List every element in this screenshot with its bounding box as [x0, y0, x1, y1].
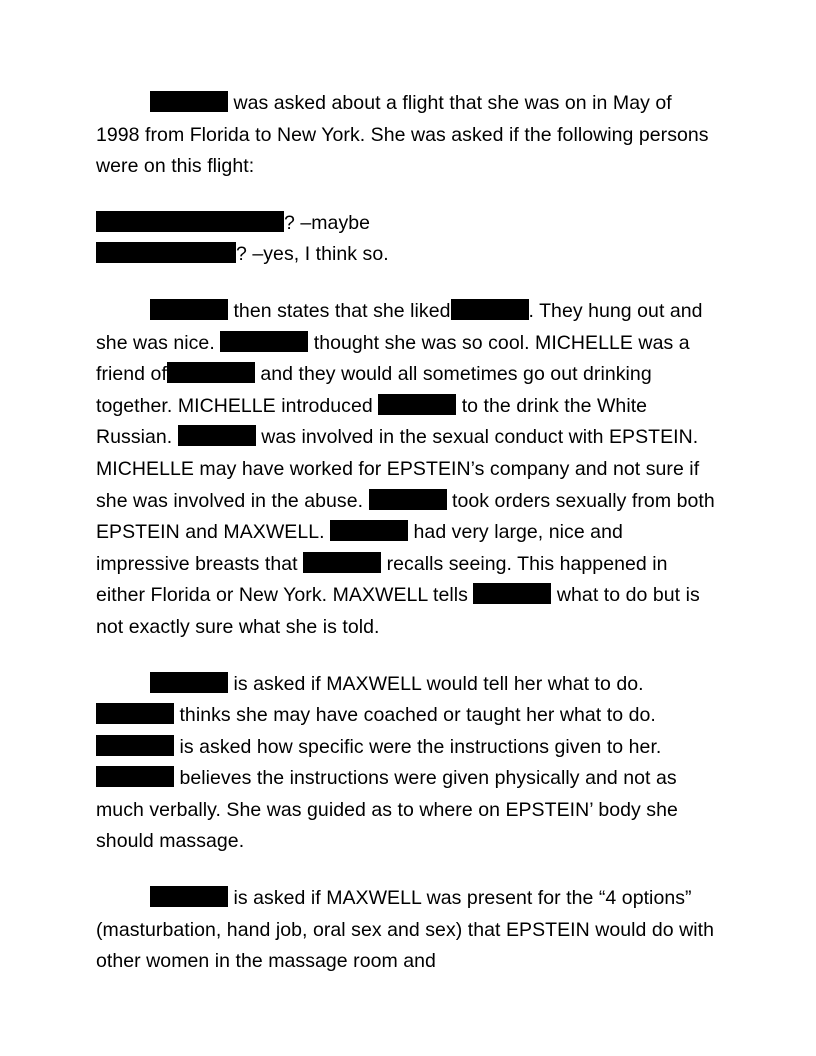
body-text: ? –maybe [284, 211, 371, 234]
redaction-bar [167, 362, 255, 383]
redaction-bar [451, 299, 529, 320]
body-text: and they would all sometimes go out drinking together. MICHELLE introduced [96, 363, 652, 417]
paragraph [96, 883, 720, 978]
body-text: what to do but is not exactly sure what she is told. [96, 584, 700, 638]
redaction-bar [96, 735, 174, 756]
body-text: recalls seeing. This happened in either Florida or New York. MAXWELL tells [96, 552, 668, 607]
redaction-bar [150, 886, 228, 907]
redaction-bar [220, 331, 308, 352]
document-body [96, 88, 720, 978]
body-text: is asked if MAXWELL would tell her what to do. [228, 672, 644, 695]
redaction-bar [150, 672, 228, 693]
body-text: had very large, nice and impressive breasts that [96, 521, 623, 575]
body-text: ? –yes, I think so. [236, 243, 389, 266]
paragraph [96, 296, 720, 644]
redaction-bar [473, 583, 551, 604]
body-text: thought she was so cool. MICHELLE was a friend of [96, 331, 690, 386]
redaction-bar [96, 211, 284, 232]
body-text: thinks she may have coached or taught her what to do. [174, 704, 656, 727]
redaction-bar [303, 552, 381, 573]
body-text: was asked about a flight that she was on in May of 1998 from Florida to New York. She was asked if the following persons were on this flight: [96, 92, 709, 178]
redaction-bar [96, 703, 174, 724]
redaction-bar [150, 91, 228, 112]
body-text: believes the instructions were given physically and not as much verbally. She was guided as to where on EPSTEIN’ body she should massage. [96, 767, 678, 853]
paragraph [96, 88, 720, 183]
body-text: . They hung out and she was nice. [96, 299, 703, 354]
redaction-bar [96, 242, 236, 263]
redaction-bar [369, 489, 447, 510]
paragraph [96, 669, 720, 859]
redaction-bar [378, 394, 456, 415]
redaction-bar [150, 299, 228, 320]
redaction-bar [96, 766, 174, 787]
body-text: is asked if MAXWELL was present for the “4 options” (masturbation, hand job, oral sex and sex) that EPSTEIN would do with other women in the massage room and [96, 887, 715, 973]
body-text: took orders sexually from both EPSTEIN and MAXWELL. [96, 489, 715, 544]
body-text: to the drink the White Russian. [96, 394, 648, 449]
paragraph [96, 208, 720, 271]
body-text: is asked how specific were the instructions given to her. [174, 735, 662, 758]
body-text: then states that she liked [228, 299, 451, 322]
redaction-bar [178, 425, 256, 446]
redaction-bar [330, 520, 408, 541]
body-text: was involved in the sexual conduct with EPSTEIN. MICHELLE may have worked for EPSTEIN’s company and not sure if she was involved in the abuse. [96, 426, 700, 512]
